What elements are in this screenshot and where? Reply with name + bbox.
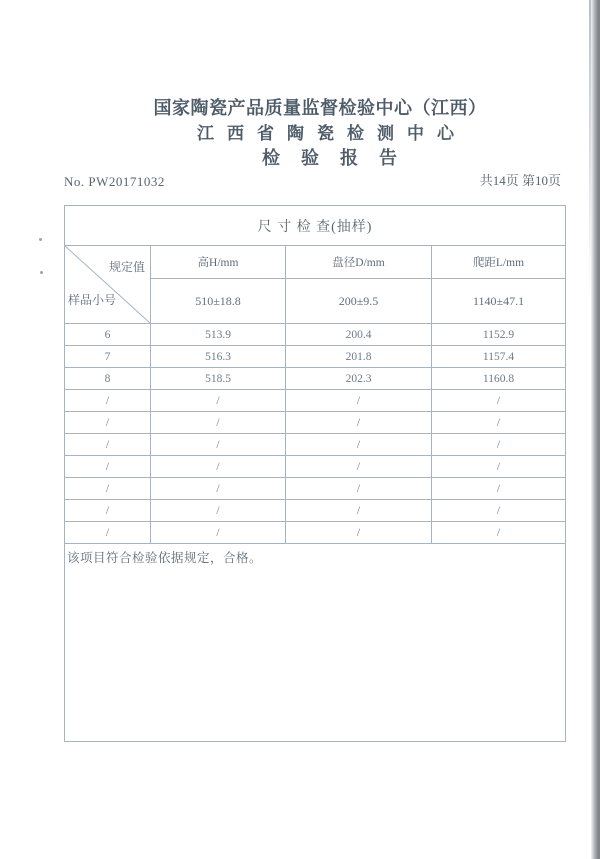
value-diameter: / [286,434,432,456]
value-creepage: / [432,456,566,478]
org-title-line2: 江西省陶瓷检测中心 [197,124,467,143]
value-height: / [151,522,286,544]
value-creepage: / [432,522,566,544]
table-title-row [65,206,566,246]
scan-speck [40,271,43,274]
value-creepage: / [432,412,566,434]
table-row [65,390,566,412]
scanner-background-edge [591,0,600,859]
sample-id: / [65,412,151,434]
sample-id: / [65,478,151,500]
org-title-line1: 国家陶瓷产品质量监督检验中心（江西） [153,98,487,118]
scan-speck [39,238,42,241]
value-diameter: 200.4 [286,324,432,346]
spec-height: 510±18.8 [151,279,286,324]
table-row [65,346,566,368]
corner-label-spec: 规定值 [108,260,145,274]
value-diameter: 201.8 [286,346,432,368]
sample-id: / [65,500,151,522]
column-header-creepage: 爬距L/mm [432,246,566,279]
value-height: 516.3 [151,346,286,368]
sample-id: 8 [65,368,151,390]
value-creepage: / [432,500,566,522]
conclusion-row [65,544,566,742]
value-diameter: 202.3 [286,368,432,390]
value-height: / [151,456,286,478]
sample-id: / [65,456,151,478]
value-diameter: / [286,412,432,434]
spec-diameter: 200±9.5 [286,279,432,324]
value-creepage: / [432,390,566,412]
column-header-height: 高H/mm [151,246,286,279]
sample-id: / [65,434,151,456]
spec-creepage: 1140±47.1 [432,279,566,324]
sample-id: 7 [65,346,151,368]
value-height: 513.9 [151,324,286,346]
corner-header-cell [65,246,151,324]
value-diameter: / [286,478,432,500]
sample-id: 6 [65,324,151,346]
value-height: / [151,478,286,500]
table-row [65,522,566,544]
table-row [65,500,566,522]
page-indicator: 共14页 第10页 [479,173,561,188]
table-row [65,478,566,500]
value-diameter: / [286,522,432,544]
report-number: No. PW20171032 [64,174,165,189]
table-row [65,368,566,390]
sample-id: / [65,390,151,412]
sample-id: / [65,522,151,544]
value-height: / [151,500,286,522]
value-height: 518.5 [151,368,286,390]
report-title: 检验报告 [262,148,418,168]
table-row [65,412,566,434]
table-row [65,324,566,346]
value-creepage: / [432,478,566,500]
value-height: / [151,390,286,412]
value-height: / [151,434,286,456]
value-creepage: / [432,434,566,456]
value-diameter: / [286,500,432,522]
value-height: / [151,412,286,434]
table-header-row [65,246,566,279]
value-creepage: 1152.9 [432,324,566,346]
column-header-diameter: 盘径D/mm [286,246,432,279]
value-creepage: 1160.8 [432,368,566,390]
value-diameter: / [286,390,432,412]
dimension-check-table [64,205,566,742]
corner-label-sample: 样品小号 [68,293,117,307]
table-title: 尺 寸 检 查(抽样) [65,206,566,246]
table-row [65,434,566,456]
value-creepage: 1157.4 [432,346,566,368]
conclusion-text: 该项目符合检验依据规定，合格。 [65,544,566,742]
table-row [65,456,566,478]
value-diameter: / [286,456,432,478]
